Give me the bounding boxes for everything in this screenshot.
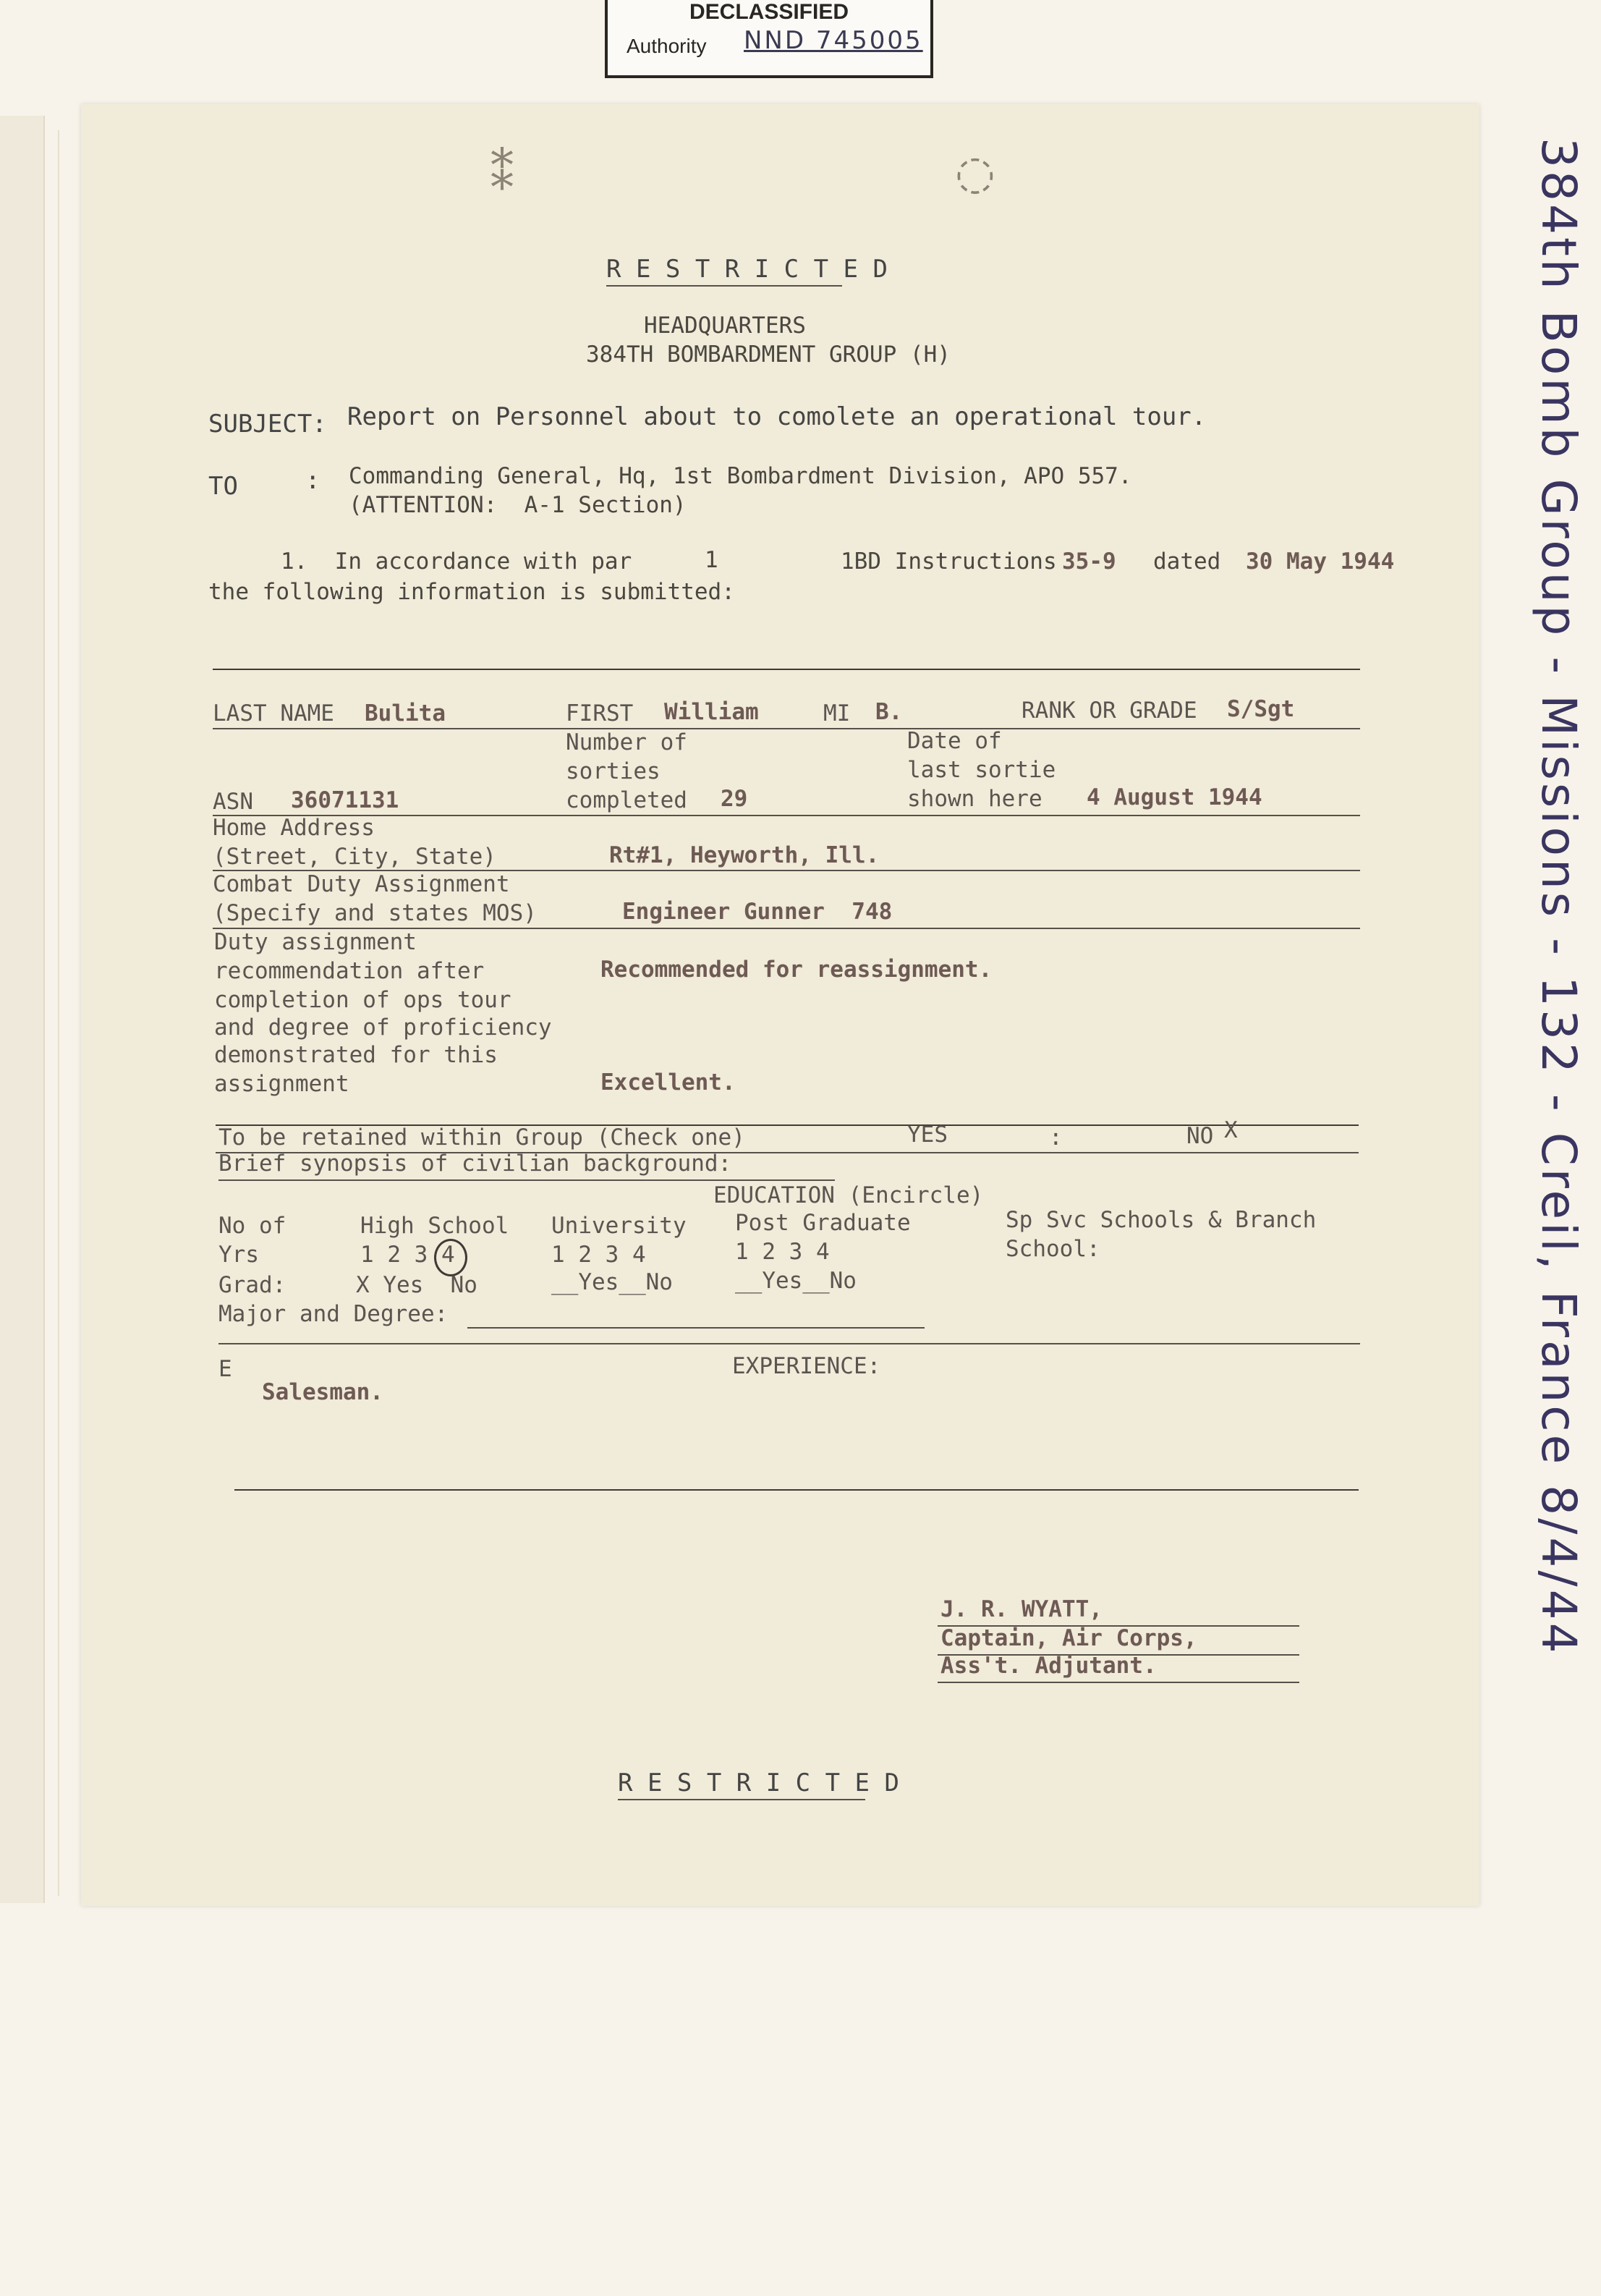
last-sortie-label-2: last sortie [907,757,1056,783]
middle-initial-value: B. [875,699,903,725]
special-schools-label-1: Sp Svc Schools & Branch [1006,1207,1317,1233]
signature-rank: Captain, Air Corps, [940,1625,1197,1651]
middle-initial-label: MI [823,700,851,726]
duty-label-1: Duty assignment [214,929,417,955]
e-label: E [218,1356,232,1382]
yrs-label: Yrs [218,1242,259,1268]
education-label: EDUCATION (Encircle) [713,1182,984,1208]
sorties-label-3: completed [566,787,687,813]
e-value: Salesman. [262,1379,383,1405]
post-graduate-years: 1 2 3 4 [735,1239,830,1265]
first-name-label: FIRST [566,700,634,726]
retain-no-mark: X [1224,1117,1238,1143]
handwritten-side-note: 384th Bomb Group - Missions - 132 - Creil, France 8/4/44 [1531,137,1587,1656]
high-school-years: 1 2 3 4 [360,1242,455,1268]
duty-proficiency-value: Excellent. [600,1069,736,1096]
post-graduate-grad: __Yes__No [735,1268,857,1294]
classification-bottom-underline [618,1799,865,1800]
retain-yes-label: YES [907,1122,948,1148]
form-bottom-rule [234,1489,1359,1491]
high-school-grad: X Yes No [356,1272,477,1298]
rank-label: RANK OR GRADE [1022,698,1197,724]
major-degree-line [467,1327,925,1329]
home-address-label-2: (Street, City, State) [213,844,496,870]
first-name-value: William [664,699,759,725]
paragraph-instruction-value: 35-9 [1062,548,1116,575]
org-line-2: 384TH BOMBARDMENT GROUP (H) [586,342,951,368]
duty-recommendation-value: Recommended for reassignment. [600,957,993,983]
subject-label: SUBJECT: [208,410,327,439]
to-colon: : [305,466,320,495]
university-label: University [551,1213,687,1239]
grad-label: Grad: [218,1272,286,1298]
to-text-line-1: Commanding General, Hq, 1st Bombardment Division, APO 557. [349,463,1132,489]
retain-no-label: NO [1186,1123,1214,1149]
org-line-1: HEADQUARTERS [644,313,806,339]
high-school-label: High School [360,1213,509,1239]
home-address-value: Rt#1, Heyworth, Ill. [609,842,880,868]
duty-label-5: demonstrated for this [214,1042,498,1068]
signature-name: J. R. WYATT, [940,1596,1103,1622]
declassified-stamp [605,0,933,78]
paragraph-date-value: 30 May 1944 [1246,548,1395,575]
university-years: 1 2 3 4 [551,1242,646,1268]
to-label: TO [208,472,238,501]
university-grad: __Yes__No [551,1269,673,1295]
synopsis-underline [218,1179,835,1181]
no-of-label: No of [218,1213,286,1239]
paragraph-line-1a: 1. In accordance with par [281,548,632,575]
stamp-authority-value: NND 745005 [744,26,923,55]
duty-label-2: recommendation after [214,958,485,984]
duty-label-3: completion of ops tour [214,987,511,1013]
sorties-label-1: Number of [566,729,687,755]
rank-value: S/Sgt [1227,696,1295,722]
paragraph-line-2: the following information is submitted: [208,579,735,605]
synopsis-label: Brief synopsis of civilian background: [218,1151,732,1177]
paragraph-par-value: 1 [705,547,718,573]
form-top-rule [213,669,1360,670]
special-schools-label-2: School: [1006,1236,1100,1262]
background-page-edge-2 [29,130,59,1896]
major-degree-label: Major and Degree: [218,1301,449,1327]
paragraph-line-1b: 1BD Instructions [841,548,1057,575]
home-address-label-1: Home Address [213,815,375,841]
signature-title: Ass't. Adjutant. [940,1653,1157,1679]
combat-duty-label-2: (Specify and states MOS) [213,900,537,926]
asn-label: ASN [213,789,253,815]
subject-text: Report on Personnel about to comolete an operational tour. [347,402,1207,431]
stamp-title: DECLASSIFIED [689,0,849,24]
last-sortie-label-1: Date of [907,728,1002,754]
experience-label: EXPERIENCE: [732,1353,881,1379]
high-school-year-circle [434,1239,467,1276]
post-graduate-label: Post Graduate [735,1210,911,1236]
last-name-label: LAST NAME [213,700,334,726]
classification-top-underline [606,285,842,287]
last-sortie-label-3: shown here [907,786,1042,812]
row-rule-2 [213,815,1360,816]
punch-hole-mark-right: ◌ [955,146,995,200]
classification-bottom: R E S T R I C T E D [618,1768,899,1797]
experience-top-rule [218,1343,1360,1344]
punch-hole-mark-left: ⁑ [491,148,514,201]
combat-duty-label-1: Combat Duty Assignment [213,871,510,897]
row-rule-1 [213,728,1360,729]
sorties-label-2: sorties [566,758,661,784]
sorties-value: 29 [721,786,748,812]
combat-duty-value: Engineer Gunner 748 [622,899,893,925]
stamp-authority-label: Authority [627,35,707,57]
last-name-value: Bulita [365,700,446,726]
classification-top: R E S T R I C T E D [606,255,888,284]
signature-rule-3 [938,1682,1299,1683]
to-text-line-2: (ATTENTION: A-1 Section) [349,492,687,518]
paragraph-dated-label: dated [1153,548,1221,575]
document-page [81,104,1479,1906]
duty-label-6: assignment [214,1071,349,1097]
asn-value: 36071131 [291,787,399,813]
retain-label: To be retained within Group (Check one) [218,1124,745,1151]
duty-label-4: and degree of proficiency [214,1014,552,1041]
last-sortie-value: 4 August 1944 [1087,784,1262,810]
retain-colon: : [1049,1124,1063,1151]
